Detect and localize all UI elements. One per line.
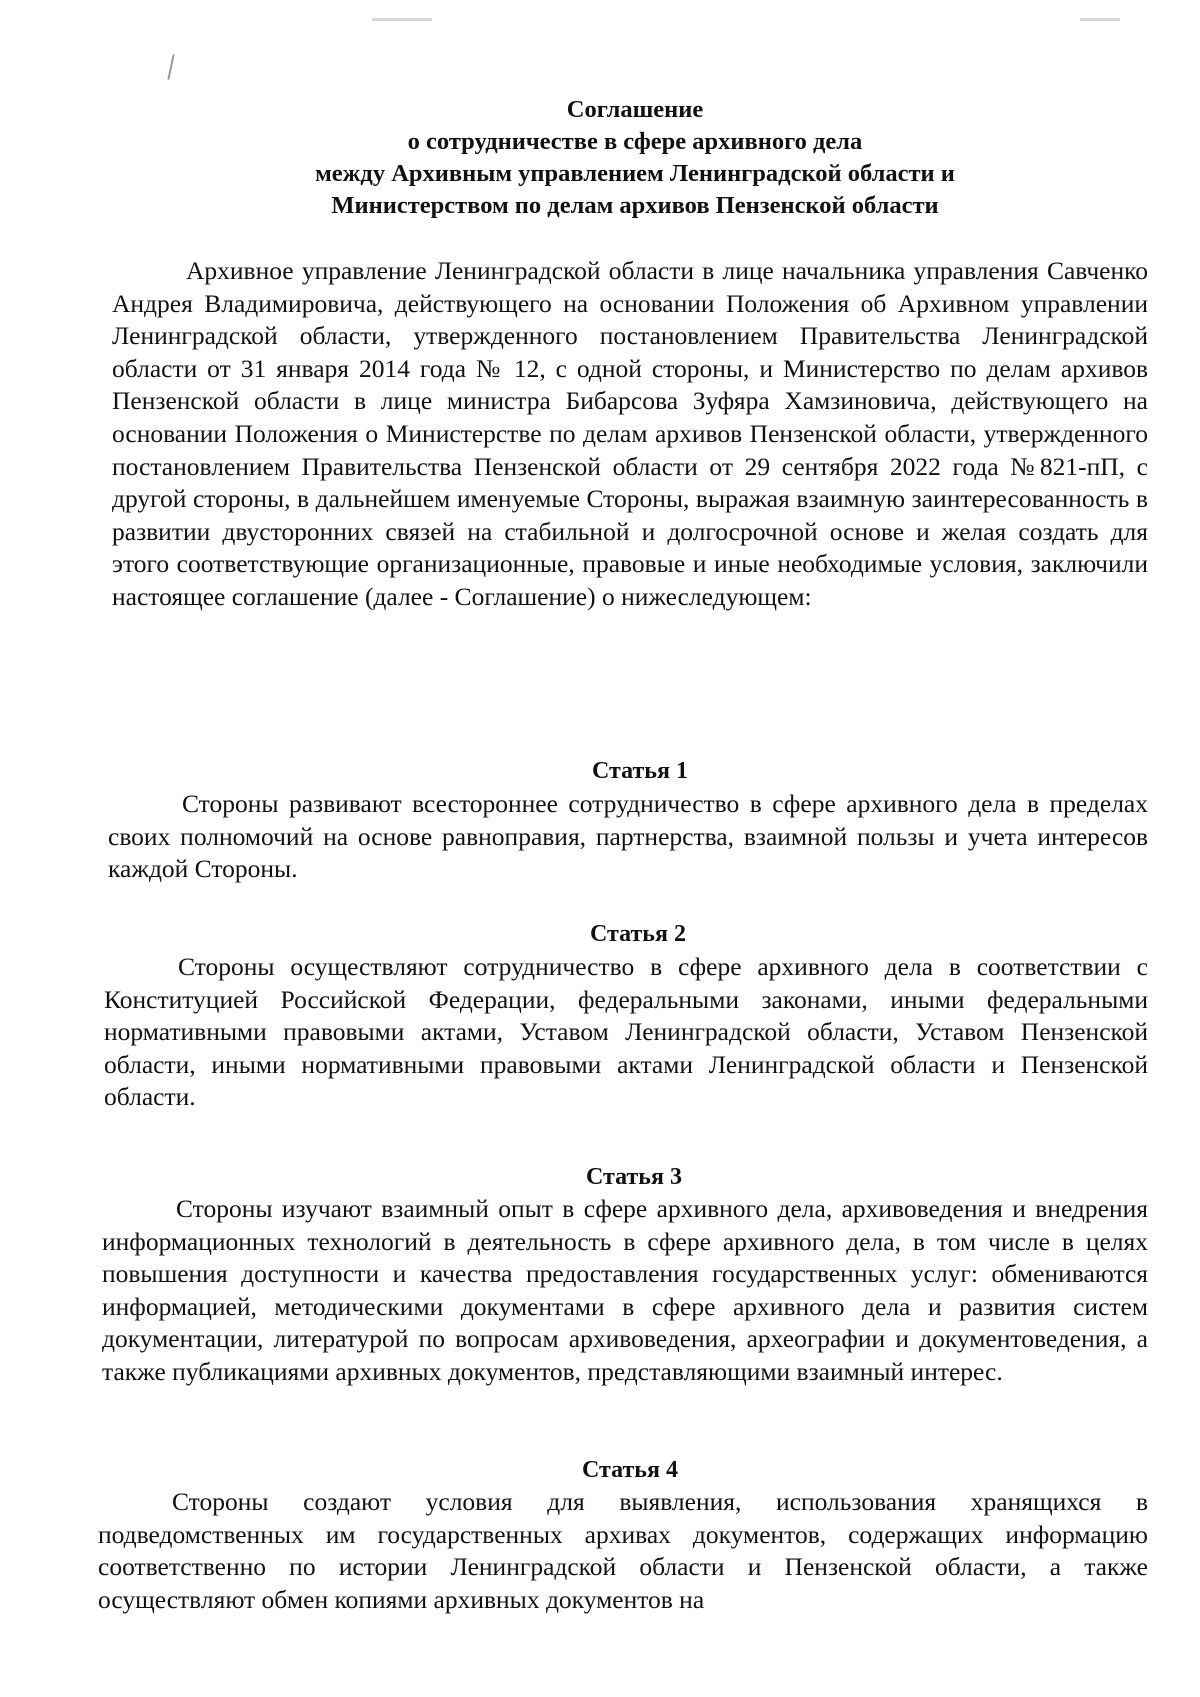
article-paragraph — [102, 1193, 1148, 1389]
scan-artifact — [372, 18, 432, 21]
document-title — [150, 94, 1120, 222]
article-text: Стороны изучают взаимный опыт в сфере архивного дела, архивоведения и внедрения информационных технологий в деятельность в сфере архивного дела, в том числе в целях повышения доступности и качества предоставления государственных услуг: обмениваются информацией, методическими документами в сфере архивного дела и развития систем документации, литературой по вопросам архивоведения, археографии и документоведения, а также публикациями архивных документов, представляющими взаимный интерес. — [102, 1194, 1148, 1386]
preamble-text: Архивное управление Ленинградской области в лице начальника управления Савченко Андрея Владимировича, действующего на основании Положения об Архивном управлении Ленинградской области, утвержденного постановлением Правительства Ленинградской области от 31 января 2014 года № 12, с одной стороны, и Министерство по делам архивов Пензенской области в лице министра Бибарсова Зуфяра Хамзиновича, действующего на основании Положения о Министерстве по делам архивов Пензенской области, утвержденного постановлением Правительства Пензенской области от 29 сентября 2022 года №821-пП, с другой стороны, в дальнейшем именуемые Стороны, выражая взаимную заинтересованность в развитии двусторонних связей на стабильной и долгосрочной основе и желая создать для этого соответствующие организационные, правовые и иные необходимые условия, заключили настоящее соглашение (далее - Соглашение) о нижеследующем: — [112, 256, 1148, 611]
title-line: о сотрудничестве в сфере архивного дела — [407, 128, 863, 155]
article-text: Стороны осуществляют сотрудничество в сфере архивного дела в соответствии с Конституцией Российской Федерации, федеральными законами, иными федеральными нормативными правовыми актами, Уставом Ленинградской области, Уставом Пензенской области, иными нормативными правовыми актами Ленинградской области и Пензенской области. — [104, 952, 1148, 1112]
preamble-paragraph — [112, 255, 1148, 614]
title-line: Министерством по делам архивов Пензенской области — [331, 192, 939, 219]
article-paragraph — [98, 1486, 1148, 1616]
article-paragraph — [104, 951, 1148, 1114]
article-heading: Статья 2 — [590, 921, 686, 947]
article-heading: Статья 3 — [586, 1164, 682, 1190]
scan-artifact — [167, 54, 174, 80]
title-line: Соглашение — [566, 96, 704, 123]
article-heading: Статья 1 — [592, 758, 688, 784]
article-paragraph — [108, 788, 1148, 886]
article-heading: Статья 4 — [582, 1457, 678, 1483]
scan-artifact — [1080, 18, 1120, 21]
article-text: Стороны создают условия для выявления, использования хранящихся в подведомственных им государственных архивах документов, содержащих информацию соответственно по истории Ленинградской области и Пензенской области, а также осуществляют обмен копиями архивных документов на — [98, 1487, 1148, 1614]
article-text: Стороны развивают всестороннее сотрудничество в сфере архивного дела в пределах своих полномочий на основе равноправия, партнерства, взаимной пользы и учета интересов каждой Стороны. — [108, 789, 1148, 884]
title-line: между Архивным управлением Ленинградской области и — [315, 160, 955, 187]
